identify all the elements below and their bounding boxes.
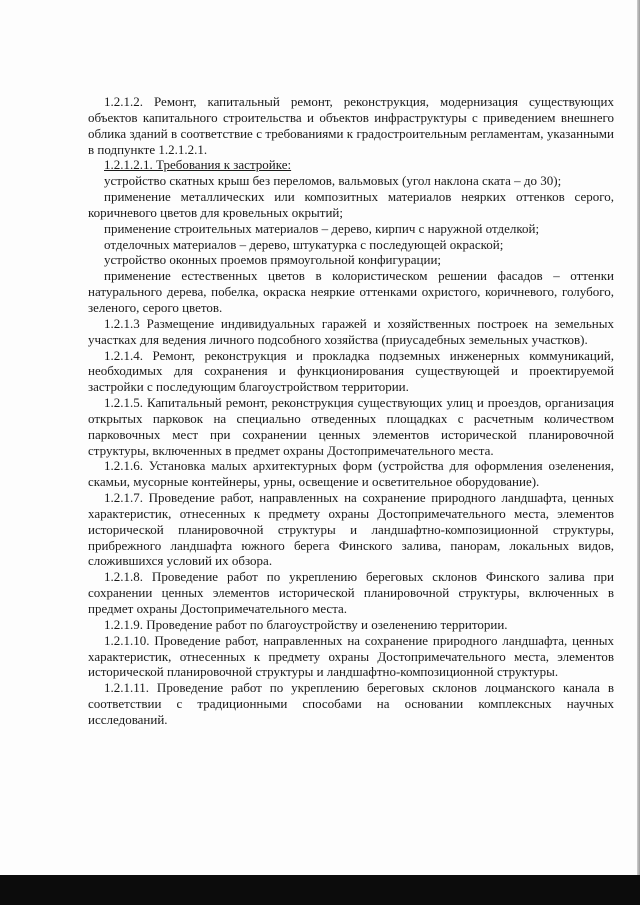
requirement-finishing-materials: отделочных материалов – дерево, штукатурка с последующей окраской; [104,236,504,252]
paragraph-1-2-1-11: 1.2.1.11. Проведение работ по укреплению береговых склонов лоцманского канала в соответствии с традиционными способами на основании комплексных научных исследований. [88,680,614,727]
requirement-building-materials: применение строительных материалов – дерево, кирпич с наружной отделкой; [104,220,540,236]
paragraph-1-2-1-6: 1.2.1.6. Установка малых архитектурных форм (устройства для оформления озеленения, скамьи, мусорные контейнеры, урны, освещение и осветительное оборудование). [88,458,614,490]
subheading-requirements [88,157,614,173]
requirement-roofs: устройство скатных крыш без переломов, вальмовых (угол наклона ската – до 30); [104,173,562,189]
requirement-roof-materials: применение металлических или композитных материалов неярких оттенков серого, коричневого цветов для кровельных окрытий; [88,189,614,220]
paragraph-1-2-1-7: 1.2.1.7. Проведение работ, направленных на сохранение природного ландшафта, ценных характеристик, отнесенных к предмету охраны Достопримечательного места, элементов исторической планировочной структуры и ландшафтно-композиционной структуры, прибрежного ландшафта южного берега Финского залива, панорам, локальных видов, сложившихся условий их обзора. [88,490,614,569]
paragraph-1-2-1-9: 1.2.1.9. Проведение работ по благоустройству и озеленению территории. [104,616,508,632]
scan-edge-bottom [0,875,640,905]
paragraph-1-2-1-5: 1.2.1.5. Капитальный ремонт, реконструкция существующих улиц и проездов, организация открытых парковок на специально отведенных площадках с расчетным количеством парковочных мест при сохранении ценных элементов исторической планировочной структуры, включенных в предмет охраны Достопримечательного места. [88,395,614,458]
paragraph-1-2-1-10: 1.2.1.10. Проведение работ, направленных на сохранение природного ландшафта, ценных характеристик, отнесенных к предмету охраны Достопримечательного места, элементов исторической планировочной структуры и ландшафтно-композиционной структуры. [88,632,614,680]
requirements-heading: 1.2.1.2.1. Требования к застройке: [104,157,292,173]
document-body [88,94,614,728]
paragraph-1-2-1-8: 1.2.1.8. Проведение работ по укреплению береговых склонов Финского залива при сохранении ценных элементов исторической планировочной структуры, включенных в предмет охраны Достопримечательного места. [88,569,614,616]
requirement-windows: устройство оконных проемов прямоугольной конфигурации; [104,252,442,268]
paragraph-1-2-1-2: 1.2.1.2. Ремонт, капитальный ремонт, реконструкция, модернизация существующих объектов капитального строительства и объектов инфраструктуры с приведением внешнего облика зданий в соответствие с требованиями к градостроительным регламентам, указанными в подпункте 1.2.1.2.1. [88,94,614,157]
requirement-colors: применение естественных цветов в колористическом решении фасадов – оттенки натурального дерева, побелка, окраска неяркие оттенками охристого, коричневого, голубого, зеленого, серого цветов. [88,268,614,315]
paragraph-1-2-1-3: 1.2.1.3 Размещение индивидуальных гаражей и хозяйственных построек на земельных участках для ведения личного подсобного хозяйства (приусадебных земельных участков). [88,315,614,347]
paragraph-1-2-1-4: 1.2.1.4. Ремонт, реконструкция и прокладка подземных инженерных коммуникаций, необходимых для сохранения и функционирования существующей и проектируемой застройки с последующим благоустройством территории. [88,347,614,395]
